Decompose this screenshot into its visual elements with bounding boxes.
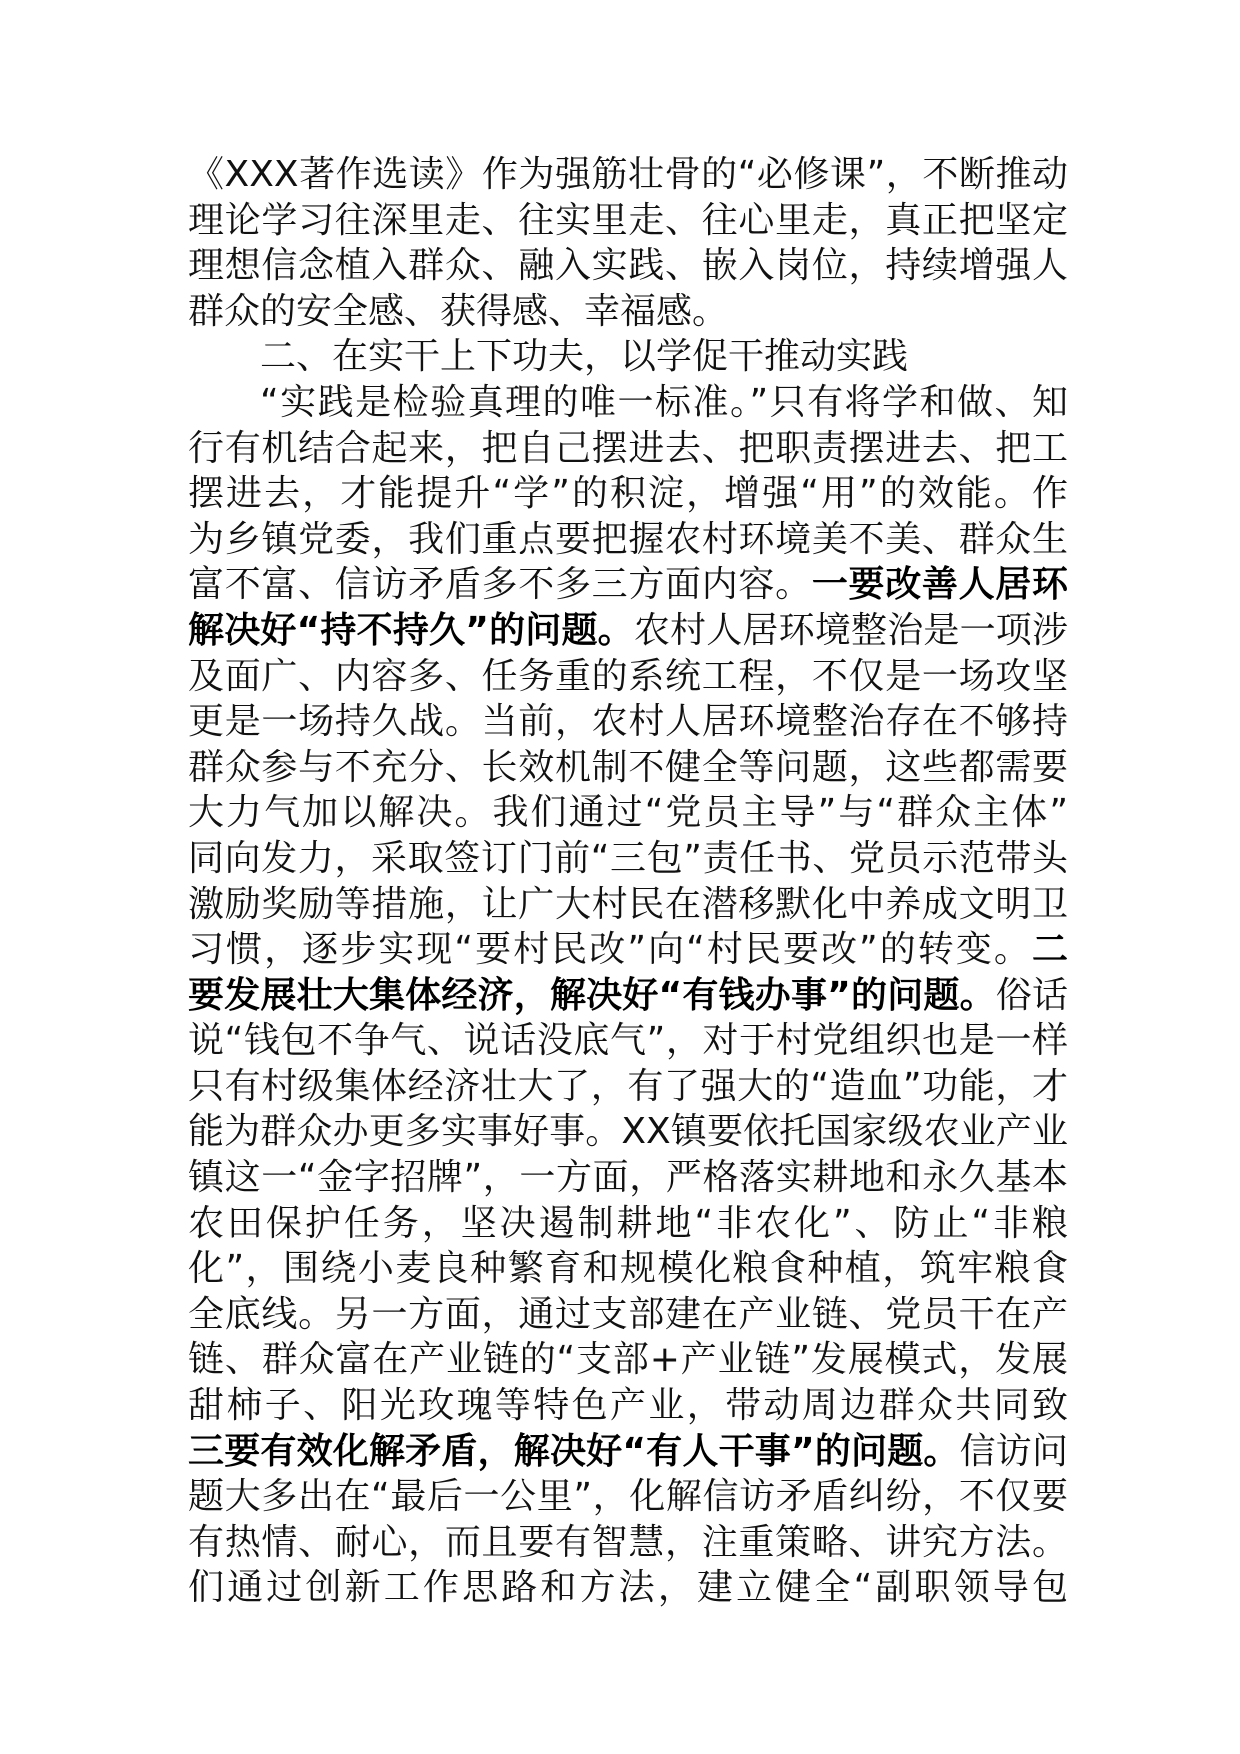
text-line (188, 1201, 1068, 1247)
text-line (188, 1474, 1068, 1520)
text-segment: 理想信念植入群众、融入实践、嵌入岗位，持续增强人 (188, 245, 1068, 287)
text-line (188, 973, 1068, 1019)
text-segment: 大力气加以解决。我们通过“党员主导”与“群众主体” (188, 792, 1068, 834)
text-line (188, 882, 1068, 928)
text-segment: 群众的安全感、获得感、幸福感。 (188, 290, 729, 332)
text-line (188, 1429, 1068, 1475)
text-line (188, 198, 1068, 244)
text-line (188, 699, 1068, 745)
text-segment: 信访问 (959, 1430, 1068, 1472)
text-line (188, 1565, 1068, 1611)
text-line (188, 289, 1068, 335)
text-line (188, 471, 1068, 517)
text-segment: 摆进去，才能提升“学”的积淀，增强“用”的效能。作 (188, 473, 1068, 515)
text-segment: 镇这一“金字招牌”，一方面，严格落实耕地和永久基本 (188, 1157, 1068, 1199)
text-line (188, 517, 1068, 563)
text-segment: 全底线。另一方面，通过支部建在产业链、党员干在产 (188, 1293, 1068, 1335)
text-line (188, 1018, 1068, 1064)
text-line (188, 152, 1068, 198)
text-segment: 农田保护任务，坚决遏制耕地“非农化”、防止“非粮 (188, 1202, 1068, 1244)
text-segment: 只有村级集体经济壮大了，有了强大的“造血”功能，才 (188, 1065, 1068, 1107)
text-segment: 题大多出在“最后一公里”，化解信访矛盾纠纷，不仅要 (188, 1476, 1068, 1518)
bold-text-segment: 解决好“持不持久”的问题。 (188, 609, 634, 651)
text-segment: 农村人居环境整治是一项涉 (633, 609, 1068, 651)
text-segment: 习惯，逐步实现“要村民改”向“村民要改”的转变。 (188, 929, 1032, 971)
text-segment: 行有机结合起来，把自己摆进去、把职责摆进去、把工 (188, 427, 1068, 469)
text-segment: 甜柿子、阳光玫瑰等特色产业，带动周边群众共同致 (188, 1385, 1068, 1427)
text-line (188, 1246, 1068, 1292)
text-line (188, 334, 1068, 380)
text-segment: 们通过创新工作思路和方法，建立健全“副职领导包 (188, 1567, 1068, 1609)
text-segment: 为乡镇党委，我们重点要把握农村环境美不美、群众生 (188, 518, 1068, 560)
text-segment: 群众参与不充分、长效机制不健全等问题，这些都需要 (188, 746, 1068, 788)
text-segment: 说“钱包不争气、说话没底气”，对于村党组织也是一样 (188, 1020, 1068, 1062)
text-segment: “实践是检验真理的唯一标准。”只有将学和做、知 (260, 381, 1068, 423)
text-segment: 能为群众办更多实事好事。XX镇要依托国家级农业产业 (188, 1111, 1068, 1153)
text-line (188, 1520, 1068, 1566)
text-line (188, 1109, 1068, 1155)
bold-text-segment: 一要改善人居环 (811, 564, 1068, 606)
text-segment: 理论学习往深里走、往实里走、往心里走，真正把坚定 (188, 199, 1068, 241)
text-line (188, 1064, 1068, 1110)
text-segment: 有热情、耐心，而且要有智慧，注重策略、讲究方法。 (188, 1521, 1068, 1563)
text-line (188, 836, 1068, 882)
text-line (188, 745, 1068, 791)
bold-text-segment: 要发展壮大集体经济，解决好“有钱办事”的问题。 (188, 974, 996, 1016)
text-segment: 富不富、信访矛盾多不多三方面内容。 (188, 564, 812, 606)
text-segment: 《XXX著作选读》作为强筋壮骨的“必修课”，不断推动 (188, 154, 1068, 195)
text-segment: 及面广、内容多、任务重的系统工程，不仅是一场攻坚 (188, 655, 1068, 697)
text-segment: 激励奖励等措施，让广大村民在潜移默化中养成文明卫 (188, 883, 1068, 925)
text-line (188, 562, 1068, 608)
bold-text-segment: 三要有效化解矛盾，解决好“有人干事”的问题。 (188, 1430, 960, 1472)
bold-text-segment: 二 (1031, 929, 1068, 971)
text-segment: 更是一场持久战。当前，农村人居环境整治存在不够持 (188, 701, 1068, 743)
text-line (188, 1337, 1068, 1383)
text-line (188, 1155, 1068, 1201)
text-line (188, 608, 1068, 654)
text-line (188, 380, 1068, 426)
text-segment: 化”，围绕小麦良种繁育和规模化粮食种植，筑牢粮食 (188, 1248, 1068, 1290)
text-segment: 同向发力，采取签订门前“三包”责任书、党员示范带头 (188, 837, 1068, 879)
text-line (188, 243, 1068, 289)
text-line (188, 1383, 1068, 1429)
text-segment: 链、群众富在产业链的“支部+产业链”发展模式，发展 (188, 1339, 1068, 1381)
text-segment: 二、在实干上下功夫，以学促干推动实践 (260, 336, 909, 378)
text-line (188, 426, 1068, 472)
text-line (188, 927, 1068, 973)
text-line (188, 1292, 1068, 1338)
body-text (188, 152, 1068, 1611)
text-line (188, 654, 1068, 700)
text-segment: 俗话 (995, 974, 1068, 1016)
text-line (188, 790, 1068, 836)
